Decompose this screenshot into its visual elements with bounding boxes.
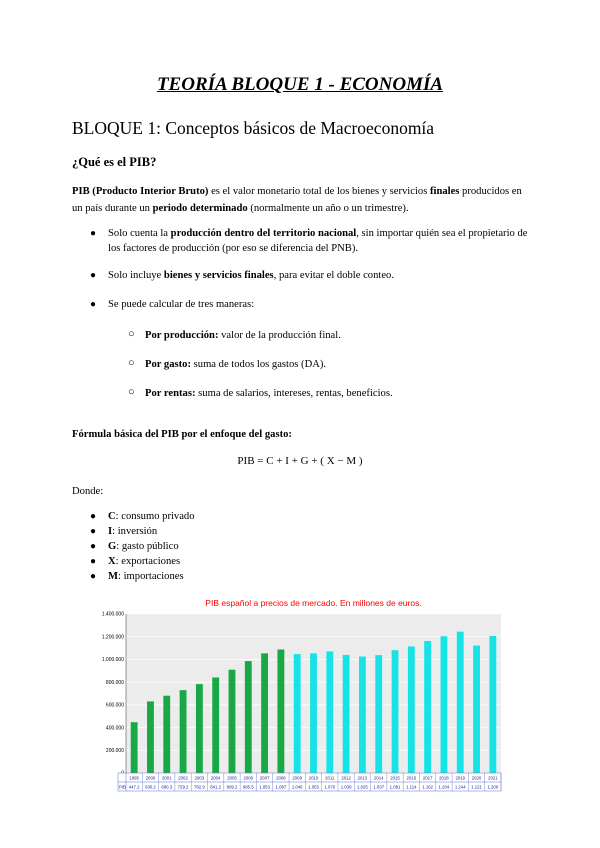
definition-text-c: (normalmente un año o un trimestre). <box>247 203 409 214</box>
data-label: 1.087 <box>275 784 287 790</box>
bullet-text: , sin importar quién sea el propietario de los factores de producción (por eso se diferencia del PNB). <box>108 228 528 254</box>
data-label: 1.070 <box>324 784 336 790</box>
x-tick-label: 2005 <box>227 775 237 781</box>
bar <box>343 655 350 773</box>
bar <box>441 636 448 773</box>
bar <box>489 636 496 773</box>
method-label: Por producción: <box>145 330 219 341</box>
bar <box>310 653 317 773</box>
variable-desc: : importaciones <box>118 571 184 582</box>
x-tick-label: 2016 <box>406 775 417 781</box>
x-tick-label: 2021 <box>488 775 498 781</box>
donde-label: Donde: <box>72 486 104 497</box>
bullet-item <box>90 226 538 256</box>
variable-item <box>90 540 179 554</box>
bar <box>294 654 301 773</box>
bullet-dot-icon: ● <box>90 571 97 582</box>
bullet-dot-icon: ● <box>90 228 97 239</box>
method-text: suma de salarios, intereses, rentas, beneficios. <box>195 388 393 399</box>
data-label: 729.2 <box>177 784 189 790</box>
definition-text-b: producidos en un país durante un <box>72 186 522 214</box>
variable-letter: G <box>108 541 117 552</box>
bullet-text: Solo cuenta la <box>108 228 171 239</box>
bar <box>277 649 284 773</box>
data-label: 841.2 <box>210 784 222 790</box>
data-label: 1.206 <box>487 784 499 790</box>
data-label: 1.114 <box>406 784 417 790</box>
method-text: suma de todos los gastos (DA). <box>191 359 327 370</box>
method-item <box>128 357 525 372</box>
x-tick-label: 2011 <box>325 775 335 781</box>
bar <box>261 653 268 773</box>
bullet-dot-icon: ● <box>90 299 97 310</box>
variable-item <box>90 525 158 539</box>
method-item <box>128 328 525 343</box>
x-tick-label: 2012 <box>341 775 351 781</box>
data-label: 1.046 <box>291 784 303 790</box>
method-label: Por gasto: <box>145 359 191 370</box>
data-label: 909.2 <box>226 784 238 790</box>
data-label: 1.204 <box>438 784 450 790</box>
bar <box>212 677 219 773</box>
variable-letter: I <box>108 526 113 537</box>
bullet-item <box>90 268 538 283</box>
data-label: 782.9 <box>193 784 205 790</box>
bar <box>326 651 333 773</box>
section-heading: BLOQUE 1: Conceptos básicos de Macroeconomía <box>72 118 435 138</box>
x-tick-label: 2008 <box>276 775 286 781</box>
bullet-text: Se puede calcular de tres maneras: <box>108 299 255 310</box>
method-item <box>128 386 525 401</box>
definition-text-a: es el valor monetario total de los bienes y servicios <box>208 186 430 197</box>
bullet-text: Solo incluye <box>108 270 164 281</box>
bar <box>424 641 431 773</box>
bar <box>163 696 170 773</box>
document-title: TEORÍA BLOQUE 1 - ECONOMÍA <box>156 74 444 95</box>
y-tick-label: 200.000 <box>105 747 124 754</box>
x-tick-label: 2014 <box>373 775 384 781</box>
x-tick-label: 2006 <box>243 775 254 781</box>
bar <box>375 655 382 773</box>
x-tick-label: 2015 <box>390 775 400 781</box>
bullet-dot-icon: ● <box>90 511 97 522</box>
bar <box>473 646 480 773</box>
data-label: 1.025 <box>357 784 368 790</box>
bullet-dot-icon: ● <box>90 270 97 281</box>
y-tick-label: 800.000 <box>105 679 124 686</box>
x-tick-label: 2018 <box>439 775 449 781</box>
x-tick-label: 2009 <box>292 775 302 781</box>
data-label: 1.053 <box>308 784 319 790</box>
data-label: 630.2 <box>145 784 156 790</box>
gdp-formula: PIB = C + I + G + ( X − M ) <box>237 455 363 467</box>
variable-desc: : gasto público <box>116 541 179 552</box>
data-label: 1.081 <box>389 784 401 790</box>
variable-item <box>90 570 184 584</box>
pib-term: PIB (Producto Interior Bruto) <box>72 186 209 197</box>
bullet-bold: producción dentro del territorio nacional <box>170 228 357 239</box>
x-tick-label: 2007 <box>259 775 270 781</box>
data-label: 1.162 <box>422 784 434 790</box>
pib-definition <box>72 183 532 217</box>
question-heading: ¿Qué es el PIB? <box>72 155 157 169</box>
x-tick-label: 2003 <box>194 775 205 781</box>
bar <box>392 650 399 773</box>
bar <box>180 690 187 773</box>
x-tick-label: 2000 <box>145 775 156 781</box>
chart-title: PIB español a precios de mercado. En millones de euros. <box>205 598 422 608</box>
y-tick-label: 1.400.000 <box>101 611 124 618</box>
bar <box>131 722 138 773</box>
y-tick-label: 1.200.000 <box>101 634 124 641</box>
x-tick-label: 2017 <box>422 775 433 781</box>
data-label: 1.244 <box>454 784 466 790</box>
bullet-dot-icon: ● <box>90 556 97 567</box>
variable-desc: : inversión <box>112 526 158 537</box>
bullet-dot-icon: ● <box>90 526 97 537</box>
variable-desc: : consumo privado <box>115 511 195 522</box>
bar <box>147 701 154 773</box>
x-tick-label: 2004 <box>210 775 221 781</box>
data-label: 985.5 <box>242 784 254 790</box>
bar <box>229 670 236 773</box>
x-tick-label: 2013 <box>357 775 368 781</box>
data-label: 1.037 <box>373 784 385 790</box>
x-tick-label: 1995 <box>129 775 139 781</box>
variable-item <box>90 510 195 524</box>
variable-desc: : exportaciones <box>115 556 181 567</box>
variable-letter: C <box>108 511 116 522</box>
bullet-item <box>90 297 538 312</box>
y-tick-label: 400.000 <box>105 725 124 732</box>
bullet-dot-icon: ● <box>90 541 97 552</box>
bar <box>359 657 366 773</box>
x-tick-label: 2019 <box>455 775 466 781</box>
data-label: 1.039 <box>340 784 352 790</box>
bullet-ring-icon: ○ <box>128 386 135 398</box>
definition-bold-finales: finales <box>429 186 460 197</box>
bullet-ring-icon: ○ <box>128 357 135 369</box>
x-tick-label: 2001 <box>161 775 172 781</box>
x-tick-label: 2002 <box>178 775 188 781</box>
bullet-ring-icon: ○ <box>128 328 135 340</box>
row-label: PIB <box>119 784 126 790</box>
definition-bold-periodo: periodo determinado <box>152 203 248 214</box>
data-label: 1.053 <box>259 784 270 790</box>
x-tick-label: 2020 <box>471 775 482 781</box>
bar <box>457 632 464 773</box>
y-tick-label: 600.000 <box>105 702 124 709</box>
variable-letter: M <box>108 571 118 582</box>
bar <box>408 646 415 773</box>
method-label: Por rentas: <box>145 388 196 399</box>
bar <box>196 684 203 773</box>
formula-title: Fórmula básica del PIB por el enfoque del gasto: <box>72 429 292 440</box>
bar <box>245 661 252 773</box>
gdp-chart <box>101 595 508 795</box>
data-label: 680.3 <box>161 784 173 790</box>
variable-letter: X <box>108 556 116 567</box>
bullet-text: , para evitar el doble conteo. <box>273 270 394 281</box>
data-label: 1.121 <box>471 784 482 790</box>
variable-item <box>90 555 181 569</box>
data-label: 447.2 <box>128 784 140 790</box>
y-tick-label: 1.000.000 <box>101 657 124 664</box>
method-text: valor de la producción final. <box>218 330 341 341</box>
x-tick-label: 2010 <box>308 775 319 781</box>
bullet-bold: bienes y servicios finales <box>163 270 274 281</box>
